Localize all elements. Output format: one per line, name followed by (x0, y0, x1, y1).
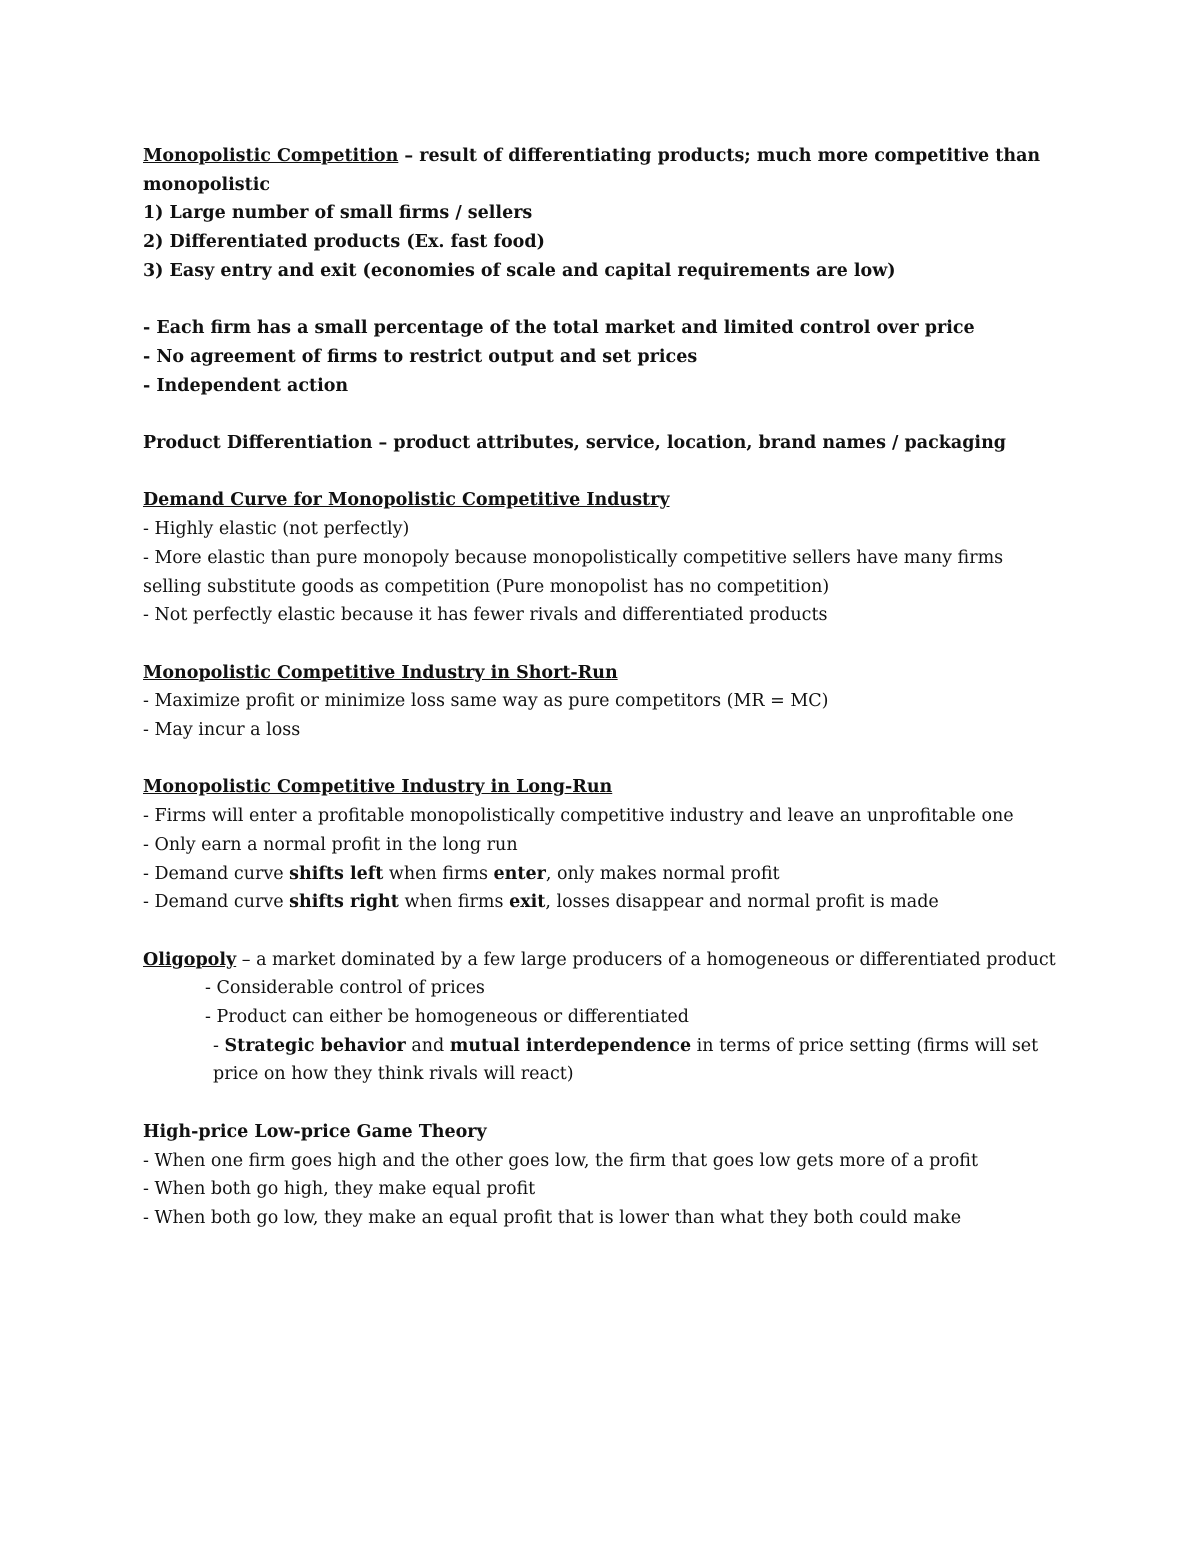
text-run: when firms (398, 892, 510, 913)
product-differentiation-line: Product Differentiation – product attributes, service, location, brand names / packaging (143, 433, 1007, 453)
spacer (143, 1089, 1063, 1118)
bullet-item: - More elastic than pure monopoly because monopolistically competitive sellers have many firms selling substitute goods as competition (Pure monopolist has no competition) (143, 547, 1004, 597)
long-run-heading: Monopolistic Competitive Industry in Long-Run (143, 777, 613, 798)
spacer (143, 400, 1063, 429)
oligopoly-heading: Oligopoly (143, 949, 237, 970)
text-run: - Demand curve (143, 892, 290, 913)
document-page (143, 142, 1063, 1233)
spacer (143, 286, 1063, 315)
demand-curve-heading: Demand Curve for Monopolistic Competitive Industry (143, 490, 670, 511)
game-theory-heading: High-price Low-price Game Theory (143, 1121, 487, 1142)
emphasis-text: shifts right (289, 892, 399, 913)
bullet-item (143, 860, 1063, 889)
bullet-item: - May incur a loss (143, 720, 301, 740)
bullet-item: - Considerable control of prices (205, 978, 485, 999)
text-run: - Demand curve (143, 863, 290, 884)
emphasis-text: exit (509, 892, 546, 913)
emphasis-text: mutual interdependence (449, 1035, 692, 1056)
bullet-item (143, 888, 1063, 917)
monopolistic-competition-intro (143, 142, 1063, 199)
bullet-item: - Product can either be homogeneous or differentiated (205, 1007, 689, 1027)
oligopoly-definition: – a market dominated by a few large producers of a homogeneous or differentiated product (236, 949, 1056, 970)
emphasis-text: shifts left (289, 863, 384, 884)
spacer (143, 745, 1063, 774)
bullet-item: - Maximize profit or minimize loss same way as pure competitors (MR = MC) (143, 691, 829, 712)
bullet-item: - When both go high, they make equal profit (143, 1179, 536, 1200)
bullet-item: - When both go low, they make an equal profit that is lower than what they both could make (143, 1207, 962, 1228)
bullet-item: - Only earn a normal profit in the long run (143, 834, 518, 855)
characteristic-item: 2) Differentiated products (Ex. fast food) (143, 232, 545, 253)
bullet-item: - When one firm goes high and the other goes low, the firm that goes low gets more of a profit (143, 1150, 978, 1171)
text-run: , losses disappear and normal profit is made (545, 892, 939, 913)
bullet-item: - No agreement of firms to restrict output and set prices (143, 346, 698, 367)
bullet-item: - Each firm has a small percentage of the total market and limited control over price (143, 318, 975, 339)
monopolistic-competition-definition: – result of differentiating products; much more competitive than monopolistic (143, 146, 1041, 195)
text-run: in terms of price setting (firms will set price on how they think rivals will react) (213, 1035, 1039, 1085)
monopolistic-competition-heading: Monopolistic Competition (143, 146, 399, 166)
oligopoly-intro (143, 946, 1063, 975)
bullet-item: - Firms will enter a profitable monopolistically competitive industry and leave an unprofitable one (143, 806, 1014, 827)
short-run-heading: Monopolistic Competitive Industry in Short-Run (143, 662, 618, 683)
text-run: when firms (383, 863, 494, 884)
bullet-item: - Highly elastic (not perfectly) (143, 519, 410, 540)
emphasis-text: enter (493, 863, 546, 884)
text-run: - (213, 1035, 225, 1056)
spacer (143, 458, 1063, 487)
bullet-item: - Not perfectly elastic because it has fewer rivals and differentiated products (143, 605, 828, 626)
bullet-item: - Independent action (143, 375, 349, 396)
bullet-item (143, 1032, 1063, 1089)
text-run: and (405, 1035, 450, 1056)
characteristic-item: 1) Large number of small firms / sellers (143, 203, 533, 224)
emphasis-text: Strategic behavior (224, 1035, 406, 1056)
characteristic-item: 3) Easy entry and exit (economies of scale and capital requirements are low) (143, 260, 896, 281)
spacer (143, 630, 1063, 659)
spacer (143, 917, 1063, 946)
text-run: , only makes normal profit (545, 863, 780, 884)
